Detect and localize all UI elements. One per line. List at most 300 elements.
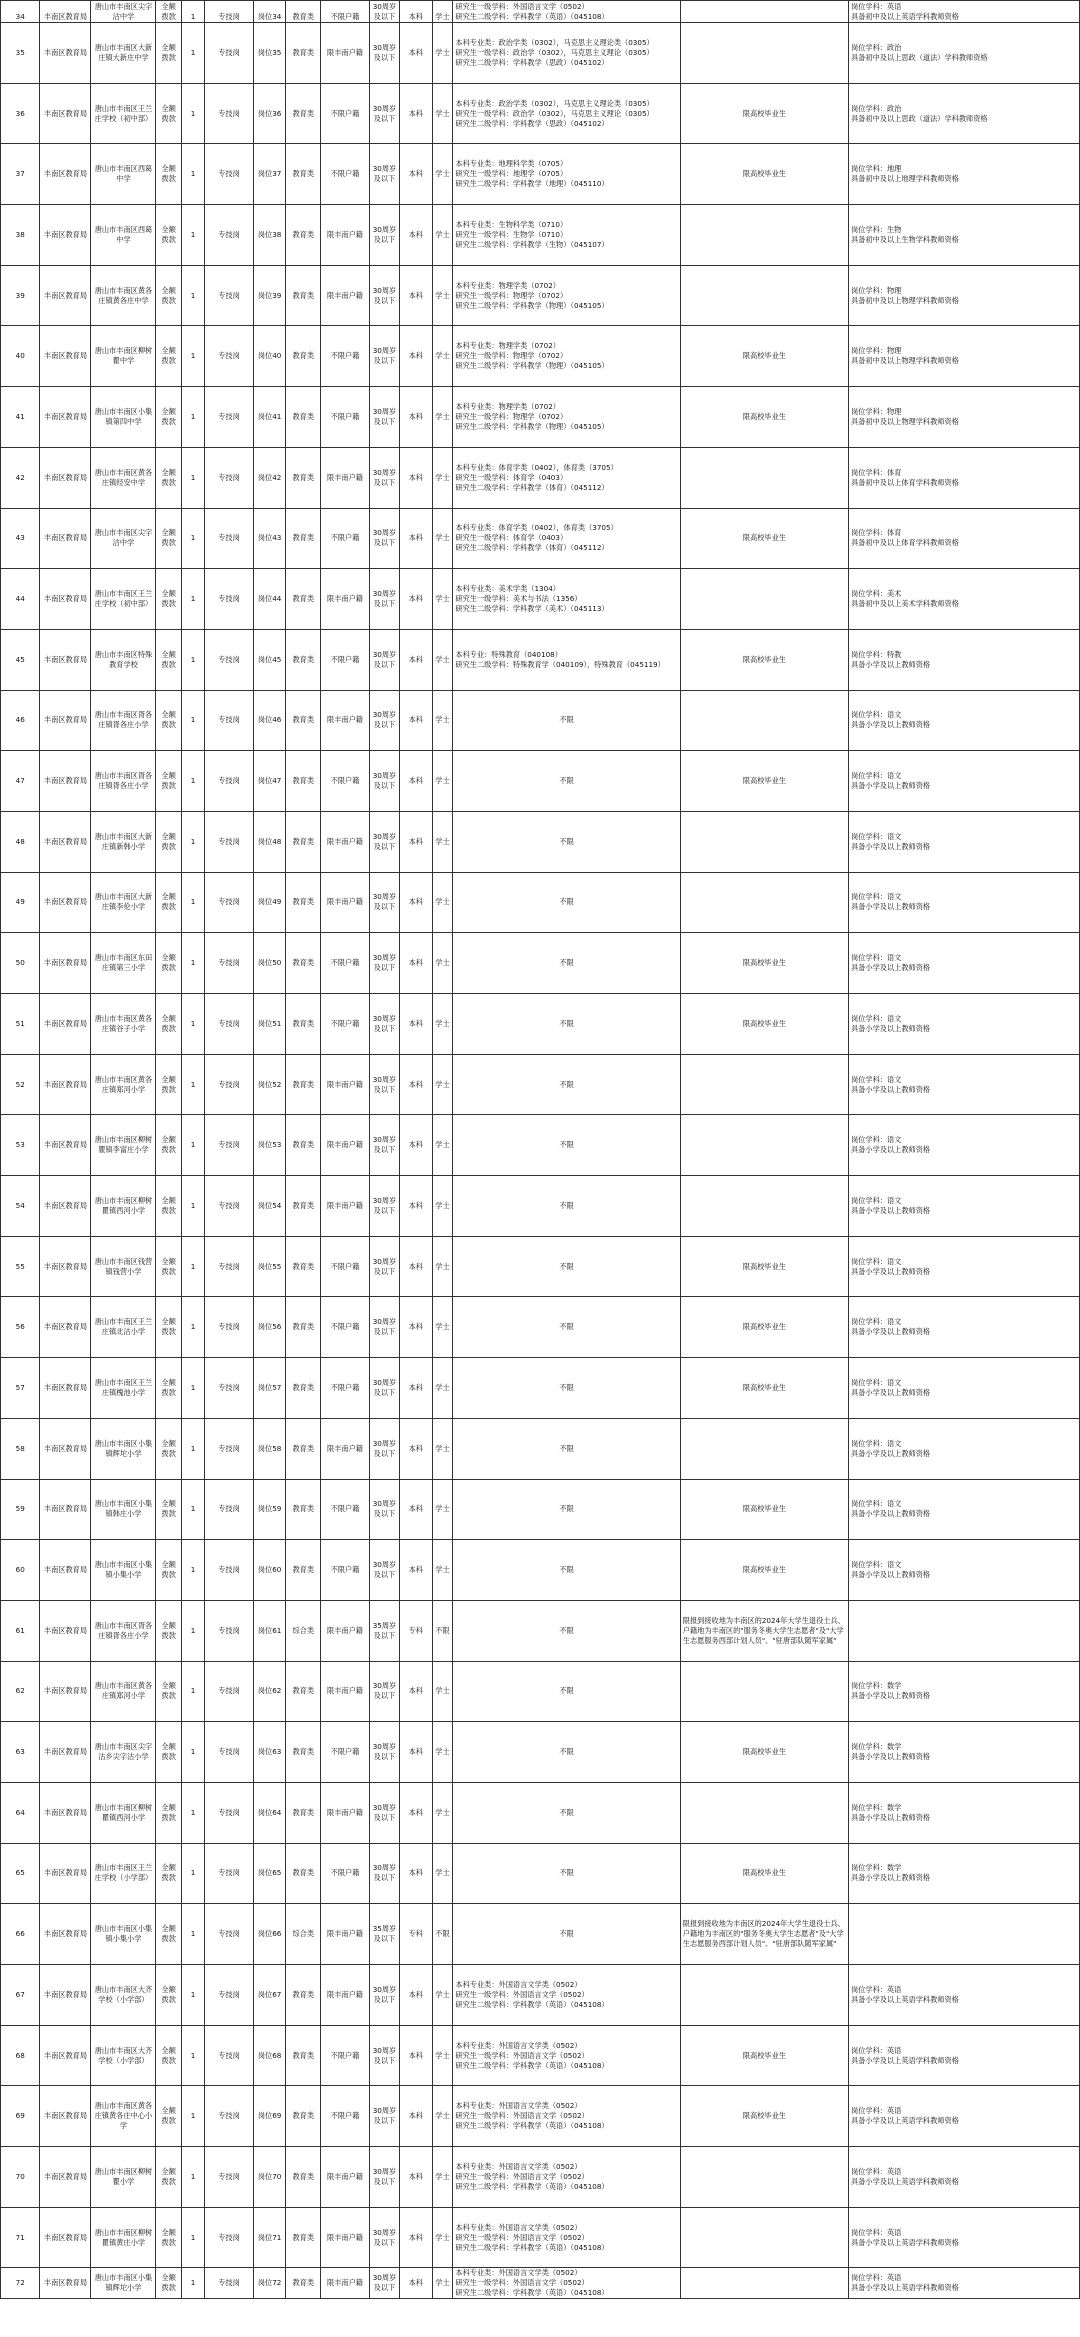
cell-major-requirement (453, 265, 680, 326)
cell-headcount: 1 (181, 690, 204, 751)
major-requirement-line: 研究生一级学科：外国语言文学（0502） (455, 2278, 589, 2288)
cell-post-type: 专技岗 (205, 994, 254, 1055)
major-requirement-line: 不限 (559, 1504, 574, 1514)
cell-row-number: 37 (1, 144, 40, 205)
cell-age-limit: 30周岁及以下 (369, 1722, 399, 1783)
table-row (1, 144, 1080, 205)
cell-employer: 唐山市丰南区胥各庄镇胥各庄小学 (91, 690, 156, 751)
cell-post-category: 教育类 (286, 144, 321, 205)
cell-post-name: 岗位34 (253, 1, 285, 23)
other-conditions-line: 具备小学及以上教师资格 (851, 1387, 931, 1397)
cell-age-limit: 30周岁及以下 (369, 1115, 399, 1176)
cell-post-type: 专技岗 (205, 1176, 254, 1237)
cell-post-name: 岗位67 (253, 1965, 285, 2026)
cell-post-category: 综合类 (286, 1600, 321, 1661)
cell-degree: 学士 (432, 2147, 453, 2208)
cell-degree: 学士 (432, 1418, 453, 1479)
cell-hukou-requirement: 不限户籍 (321, 933, 370, 994)
cell-education: 本科 (400, 872, 432, 933)
cell-hukou-requirement: 限丰南户籍 (321, 872, 370, 933)
cell-funding-type: 全额拨款 (156, 1115, 182, 1176)
major-requirement-line: 研究生二级学科：学科教学（英语）（045108） (455, 2181, 609, 2191)
cell-age-limit: 30周岁及以下 (369, 1, 399, 23)
cell-employer: 唐山市丰南区王兰庄学校（初中部） (91, 569, 156, 630)
cell-degree: 学士 (432, 1843, 453, 1904)
cell-education: 本科 (400, 2207, 432, 2268)
cell-row-number: 34 (1, 1, 40, 23)
cell-age-limit: 30周岁及以下 (369, 1054, 399, 1115)
cell-row-number: 39 (1, 265, 40, 326)
cell-department: 丰南区教育局 (40, 690, 91, 751)
table-row (1, 1297, 1080, 1358)
other-conditions-line: 具备初中及以上思政（道法）学科教师资格 (851, 113, 988, 123)
cell-other-conditions (849, 2086, 1080, 2147)
cell-funding-type: 全额拨款 (156, 1418, 182, 1479)
other-conditions-line: 具备初中及以上物理学科教师资格 (851, 416, 959, 426)
table-row (1, 569, 1080, 630)
major-requirement-line: 研究生二级学科：学科教学（地理）（045110） (455, 179, 609, 189)
major-requirement-line: 研究生二级学科：学科教学（物理）（045105） (455, 361, 609, 371)
cell-funding-type: 全额拨款 (156, 690, 182, 751)
table-row (1, 1358, 1080, 1419)
cell-major-requirement (453, 205, 680, 266)
cell-headcount: 1 (181, 1236, 204, 1297)
cell-education: 本科 (400, 811, 432, 872)
cell-education: 本科 (400, 205, 432, 266)
cell-employer: 唐山市丰南区小集镇小集小学 (91, 1540, 156, 1601)
cell-other-conditions (849, 2268, 1080, 2299)
cell-degree: 学士 (432, 1661, 453, 1722)
cell-education: 本科 (400, 387, 432, 448)
other-conditions-line: 具备小学及以上教师资格 (851, 1266, 931, 1276)
cell-post-type: 专技岗 (205, 205, 254, 266)
table-row (1, 629, 1080, 690)
cell-degree: 学士 (432, 387, 453, 448)
cell-degree: 学士 (432, 1540, 453, 1601)
other-conditions-line: 具备初中及以上生物学科教师资格 (851, 234, 959, 244)
cell-hukou-requirement: 限丰南户籍 (321, 2268, 370, 2299)
cell-post-category: 教育类 (286, 2268, 321, 2299)
table-row (1, 690, 1080, 751)
cell-headcount: 1 (181, 1904, 204, 1965)
other-conditions-line: 岗位学科：语文 (851, 892, 902, 902)
cell-major-requirement (453, 1236, 680, 1297)
cell-age-limit: 30周岁及以下 (369, 1358, 399, 1419)
cell-other-conditions (849, 265, 1080, 326)
table-row (1, 1176, 1080, 1237)
table-body (1, 1, 1080, 2299)
cell-hukou-requirement: 不限户籍 (321, 1540, 370, 1601)
cell-row-number: 44 (1, 569, 40, 630)
cell-education: 本科 (400, 1540, 432, 1601)
cell-age-limit: 30周岁及以下 (369, 751, 399, 812)
cell-post-category: 教育类 (286, 265, 321, 326)
cell-employer: 唐山市丰南区东田庄镇第三小学 (91, 933, 156, 994)
major-requirement-line: 不限 (559, 715, 574, 725)
cell-department: 丰南区教育局 (40, 1904, 91, 1965)
cell-funding-type: 全额拨款 (156, 83, 182, 144)
cell-degree: 学士 (432, 23, 453, 84)
cell-row-number: 66 (1, 1904, 40, 1965)
cell-degree: 学士 (432, 2025, 453, 2086)
cell-applicant-target: 限报到接收地为丰南区的2024年大学生退役士兵、户籍地为丰南区的"服务冬奥大学生志愿者"及"大学生志愿服务西部计划人员"、"驻唐部队随军家属" (680, 1600, 848, 1661)
cell-education: 本科 (400, 83, 432, 144)
cell-row-number: 38 (1, 205, 40, 266)
cell-post-type: 专技岗 (205, 2147, 254, 2208)
cell-row-number: 67 (1, 1965, 40, 2026)
cell-post-category: 教育类 (286, 447, 321, 508)
major-requirement-line: 本科专业类：外国语言文学类（0502） (455, 2101, 582, 2111)
cell-degree: 学士 (432, 265, 453, 326)
cell-other-conditions (849, 751, 1080, 812)
other-conditions-line: 岗位学科：英语 (851, 2106, 902, 2116)
cell-applicant-target (680, 690, 848, 751)
cell-employer: 唐山市丰南区钱营镇钱营小学 (91, 1236, 156, 1297)
cell-row-number: 62 (1, 1661, 40, 1722)
cell-hukou-requirement: 限丰南户籍 (321, 2147, 370, 2208)
other-conditions-line: 具备小学及以上教师资格 (851, 1145, 931, 1155)
cell-applicant-target: 限高校毕业生 (680, 1297, 848, 1358)
cell-age-limit: 30周岁及以下 (369, 994, 399, 1055)
cell-applicant-target: 限高校毕业生 (680, 387, 848, 448)
cell-funding-type: 全额拨款 (156, 569, 182, 630)
cell-employer: 唐山市丰南区柳树瞿镇黄庄小学 (91, 2207, 156, 2268)
cell-applicant-target: 限高校毕业生 (680, 1479, 848, 1540)
cell-post-name: 岗位47 (253, 751, 285, 812)
cell-applicant-target (680, 1054, 848, 1115)
cell-funding-type: 全额拨款 (156, 2268, 182, 2299)
major-requirement-line: 不限 (559, 1200, 574, 1210)
cell-major-requirement (453, 1540, 680, 1601)
cell-age-limit: 30周岁及以下 (369, 326, 399, 387)
cell-applicant-target (680, 811, 848, 872)
major-requirement-line: 本科专业：特殊教育（040108） (455, 649, 562, 659)
cell-department: 丰南区教育局 (40, 1054, 91, 1115)
major-requirement-line: 本科专业类：物理学类（0702） (455, 401, 560, 411)
cell-headcount: 1 (181, 1722, 204, 1783)
cell-education: 本科 (400, 1358, 432, 1419)
cell-funding-type: 全额拨款 (156, 2086, 182, 2147)
cell-other-conditions (849, 144, 1080, 205)
cell-post-type: 专技岗 (205, 1297, 254, 1358)
cell-degree: 学士 (432, 83, 453, 144)
cell-headcount: 1 (181, 205, 204, 266)
cell-education: 本科 (400, 1115, 432, 1176)
cell-post-name: 岗位62 (253, 1661, 285, 1722)
cell-post-type: 专技岗 (205, 1722, 254, 1783)
table-row (1, 2147, 1080, 2208)
cell-post-type: 专技岗 (205, 2207, 254, 2268)
cell-post-type: 专技岗 (205, 2268, 254, 2299)
cell-applicant-target (680, 872, 848, 933)
table-row (1, 23, 1080, 84)
cell-hukou-requirement: 不限户籍 (321, 1843, 370, 1904)
cell-degree: 学士 (432, 1722, 453, 1783)
cell-department: 丰南区教育局 (40, 2147, 91, 2208)
other-conditions-line: 具备小学及以上教师资格 (851, 1205, 931, 1215)
cell-other-conditions (849, 205, 1080, 266)
cell-degree: 学士 (432, 1782, 453, 1843)
cell-headcount: 1 (181, 2207, 204, 2268)
table-row (1, 2086, 1080, 2147)
other-conditions-line: 岗位学科：语文 (851, 1013, 902, 1023)
major-requirement-line: 不限 (559, 897, 574, 907)
cell-degree: 学士 (432, 629, 453, 690)
cell-post-category: 教育类 (286, 872, 321, 933)
cell-headcount: 1 (181, 387, 204, 448)
cell-degree: 学士 (432, 144, 453, 205)
cell-post-type: 专技岗 (205, 447, 254, 508)
cell-other-conditions (849, 1297, 1080, 1358)
cell-education: 本科 (400, 447, 432, 508)
cell-row-number: 54 (1, 1176, 40, 1237)
cell-funding-type: 全额拨款 (156, 1600, 182, 1661)
table-row (1, 326, 1080, 387)
major-requirement-line: 研究生二级学科：学科教学（英语）（045108） (455, 1999, 609, 2009)
cell-hukou-requirement: 限丰南户籍 (321, 23, 370, 84)
cell-employer: 唐山市丰南区胥各庄镇胥各庄小学 (91, 751, 156, 812)
major-requirement-line: 本科专业类：生物科学类（0710） (455, 219, 568, 229)
cell-department: 丰南区教育局 (40, 1965, 91, 2026)
cell-education: 本科 (400, 690, 432, 751)
cell-post-type: 专技岗 (205, 1479, 254, 1540)
table-row (1, 1236, 1080, 1297)
cell-age-limit: 35周岁及以下 (369, 1600, 399, 1661)
other-conditions-line: 具备小学及以上英语学科教师资格 (851, 2237, 959, 2247)
cell-row-number: 45 (1, 629, 40, 690)
cell-post-category: 教育类 (286, 508, 321, 569)
cell-employer: 唐山市丰南区胥各庄镇胥各庄小学 (91, 1600, 156, 1661)
cell-major-requirement (453, 2147, 680, 2208)
cell-major-requirement (453, 751, 680, 812)
other-conditions-line: 岗位学科：英语 (851, 2045, 902, 2055)
cell-age-limit: 30周岁及以下 (369, 23, 399, 84)
cell-applicant-target: 限高校毕业生 (680, 994, 848, 1055)
other-conditions-line: 具备小学及以上教师资格 (851, 1327, 931, 1337)
cell-applicant-target (680, 1115, 848, 1176)
cell-employer: 唐山市丰南区王兰庄学校（初中部） (91, 83, 156, 144)
major-requirement-line: 研究生一级学科：外国语言文学（0502） (455, 2171, 589, 2181)
major-requirement-line: 本科专业类：体育学类（0402），体育类（3705） (455, 523, 618, 533)
cell-education: 本科 (400, 2086, 432, 2147)
cell-funding-type: 全额拨款 (156, 2147, 182, 2208)
cell-post-type: 专技岗 (205, 690, 254, 751)
major-requirement-line: 研究生一级学科：外国语言文学（0502） (455, 1989, 589, 1999)
cell-headcount: 1 (181, 23, 204, 84)
cell-funding-type: 全额拨款 (156, 1054, 182, 1115)
cell-major-requirement (453, 1843, 680, 1904)
cell-other-conditions (849, 629, 1080, 690)
major-requirement-line: 研究生一级学科：美术与书法（1356） (455, 594, 582, 604)
cell-post-type: 专技岗 (205, 2086, 254, 2147)
cell-other-conditions (849, 1843, 1080, 1904)
major-requirement-line: 研究生一级学科：外国语言文学（0502） (455, 2, 589, 11)
cell-age-limit: 30周岁及以下 (369, 83, 399, 144)
cell-funding-type: 全额拨款 (156, 1358, 182, 1419)
cell-hukou-requirement: 不限户籍 (321, 629, 370, 690)
other-conditions-line: 具备小学及以上教师资格 (851, 902, 931, 912)
cell-funding-type: 全额拨款 (156, 23, 182, 84)
major-requirement-line: 不限 (559, 1018, 574, 1028)
cell-hukou-requirement: 限丰南户籍 (321, 1782, 370, 1843)
cell-hukou-requirement: 不限户籍 (321, 508, 370, 569)
table-row (1, 2025, 1080, 2086)
cell-education: 本科 (400, 1722, 432, 1783)
cell-hukou-requirement: 不限户籍 (321, 1358, 370, 1419)
cell-post-type: 专技岗 (205, 1236, 254, 1297)
cell-degree: 不限 (432, 1904, 453, 1965)
cell-employer: 唐山市丰南区黄各庄镇经安中学 (91, 447, 156, 508)
major-requirement-line: 研究生二级学科：学科教学（思政）（045102） (455, 118, 609, 128)
cell-hukou-requirement: 不限户籍 (321, 387, 370, 448)
cell-funding-type: 全额拨款 (156, 1843, 182, 1904)
cell-post-name: 岗位60 (253, 1540, 285, 1601)
cell-degree: 学士 (432, 1115, 453, 1176)
cell-applicant-target: 限高校毕业生 (680, 1540, 848, 1601)
cell-department: 丰南区教育局 (40, 144, 91, 205)
cell-applicant-target: 限高校毕业生 (680, 629, 848, 690)
cell-major-requirement (453, 1297, 680, 1358)
cell-education: 本科 (400, 1965, 432, 2026)
cell-post-type: 专技岗 (205, 23, 254, 84)
cell-education: 本科 (400, 1, 432, 23)
cell-major-requirement (453, 1782, 680, 1843)
cell-post-name: 岗位57 (253, 1358, 285, 1419)
major-requirement-line: 研究生二级学科：学科教学（美术）（045113） (455, 604, 609, 614)
cell-other-conditions (849, 1115, 1080, 1176)
cell-hukou-requirement: 不限户籍 (321, 1236, 370, 1297)
cell-employer: 唐山市丰南区小集镇韩庄小学 (91, 1479, 156, 1540)
cell-major-requirement (453, 1418, 680, 1479)
cell-post-name: 岗位64 (253, 1782, 285, 1843)
major-requirement-line: 不限 (559, 1625, 574, 1635)
cell-education: 本科 (400, 265, 432, 326)
cell-employer: 唐山市丰南区小集镇第四中学 (91, 387, 156, 448)
other-conditions-line: 具备初中及以上物理学科教师资格 (851, 356, 959, 366)
cell-hukou-requirement: 限丰南户籍 (321, 1115, 370, 1176)
major-requirement-line: 研究生二级学科：学科教学（生物）（045107） (455, 239, 609, 249)
cell-degree: 学士 (432, 2207, 453, 2268)
cell-hukou-requirement: 不限户籍 (321, 2025, 370, 2086)
other-conditions-line: 具备小学及以上教师资格 (851, 1509, 931, 1519)
cell-department: 丰南区教育局 (40, 1722, 91, 1783)
cell-education: 本科 (400, 23, 432, 84)
cell-hukou-requirement: 限丰南户籍 (321, 1661, 370, 1722)
cell-row-number: 61 (1, 1600, 40, 1661)
cell-department: 丰南区教育局 (40, 2207, 91, 2268)
major-requirement-line: 不限 (559, 1686, 574, 1696)
cell-hukou-requirement: 不限户籍 (321, 83, 370, 144)
cell-post-name: 岗位40 (253, 326, 285, 387)
major-requirement-line: 不限 (559, 1443, 574, 1453)
major-requirement-line: 研究生一级学科：政治学（0302），马克思主义理论（0305） (455, 47, 654, 57)
cell-employer: 唐山市丰南区黄各庄镇黄各庄中学 (91, 265, 156, 326)
cell-age-limit: 30周岁及以下 (369, 1782, 399, 1843)
cell-department: 丰南区教育局 (40, 994, 91, 1055)
cell-headcount: 1 (181, 83, 204, 144)
cell-post-category: 教育类 (286, 2207, 321, 2268)
cell-employer: 唐山市丰南区黄各庄镇郑河小学 (91, 1054, 156, 1115)
cell-degree: 学士 (432, 326, 453, 387)
cell-major-requirement (453, 569, 680, 630)
cell-major-requirement (453, 2268, 680, 2299)
other-conditions-line: 岗位学科：物理 (851, 285, 902, 295)
cell-funding-type: 全额拨款 (156, 872, 182, 933)
cell-major-requirement (453, 23, 680, 84)
cell-other-conditions (849, 690, 1080, 751)
cell-post-name: 岗位49 (253, 872, 285, 933)
cell-department: 丰南区教育局 (40, 569, 91, 630)
cell-degree: 学士 (432, 1358, 453, 1419)
cell-education: 本科 (400, 2268, 432, 2299)
cell-row-number: 46 (1, 690, 40, 751)
cell-degree: 学士 (432, 933, 453, 994)
cell-headcount: 1 (181, 569, 204, 630)
cell-degree: 学士 (432, 205, 453, 266)
cell-applicant-target: 限高校毕业生 (680, 1722, 848, 1783)
other-conditions-line: 具备初中及以上美术学科教师资格 (851, 599, 959, 609)
cell-headcount: 1 (181, 933, 204, 994)
cell-major-requirement (453, 2025, 680, 2086)
cell-post-category: 教育类 (286, 23, 321, 84)
cell-major-requirement (453, 1661, 680, 1722)
cell-major-requirement (453, 690, 680, 751)
cell-major-requirement (453, 1600, 680, 1661)
cell-post-type: 专技岗 (205, 387, 254, 448)
cell-age-limit: 30周岁及以下 (369, 1479, 399, 1540)
cell-age-limit: 30周岁及以下 (369, 205, 399, 266)
cell-row-number: 51 (1, 994, 40, 1055)
cell-employer: 唐山市丰南区大新庄镇新韩小学 (91, 811, 156, 872)
cell-post-category: 教育类 (286, 1418, 321, 1479)
cell-post-name: 岗位43 (253, 508, 285, 569)
cell-age-limit: 30周岁及以下 (369, 872, 399, 933)
table-row (1, 1540, 1080, 1601)
cell-post-type: 专技岗 (205, 1600, 254, 1661)
cell-education: 专科 (400, 1904, 432, 1965)
cell-education: 本科 (400, 1782, 432, 1843)
cell-other-conditions (849, 1418, 1080, 1479)
cell-hukou-requirement: 限丰南户籍 (321, 1904, 370, 1965)
cell-funding-type: 全额拨款 (156, 387, 182, 448)
cell-age-limit: 30周岁及以下 (369, 1418, 399, 1479)
cell-department: 丰南区教育局 (40, 872, 91, 933)
cell-employer: 唐山市丰南区柳树瞿小学 (91, 2147, 156, 2208)
cell-applicant-target (680, 205, 848, 266)
other-conditions-line: 具备小学及以上教师资格 (851, 1873, 931, 1883)
cell-applicant-target (680, 1, 848, 23)
cell-row-number: 72 (1, 2268, 40, 2299)
cell-post-type: 专技岗 (205, 1054, 254, 1115)
major-requirement-line: 不限 (559, 1322, 574, 1332)
cell-post-name: 岗位37 (253, 144, 285, 205)
cell-degree: 学士 (432, 1054, 453, 1115)
cell-post-category: 教育类 (286, 1, 321, 23)
cell-row-number: 53 (1, 1115, 40, 1176)
other-conditions-line: 具备小学及以上英语学科教师资格 (851, 2283, 959, 2293)
cell-degree: 学士 (432, 1236, 453, 1297)
cell-row-number: 58 (1, 1418, 40, 1479)
cell-headcount: 1 (181, 265, 204, 326)
cell-other-conditions (849, 1661, 1080, 1722)
major-requirement-line: 研究生一级学科：物理学（0702） (455, 290, 568, 300)
major-requirement-line: 本科专业类：外国语言文学类（0502） (455, 1979, 582, 1989)
cell-other-conditions (849, 811, 1080, 872)
cell-funding-type: 全额拨款 (156, 508, 182, 569)
major-requirement-line: 本科专业类：外国语言文学类（0502） (455, 2040, 582, 2050)
major-requirement-line: 不限 (559, 958, 574, 968)
cell-education: 本科 (400, 326, 432, 387)
